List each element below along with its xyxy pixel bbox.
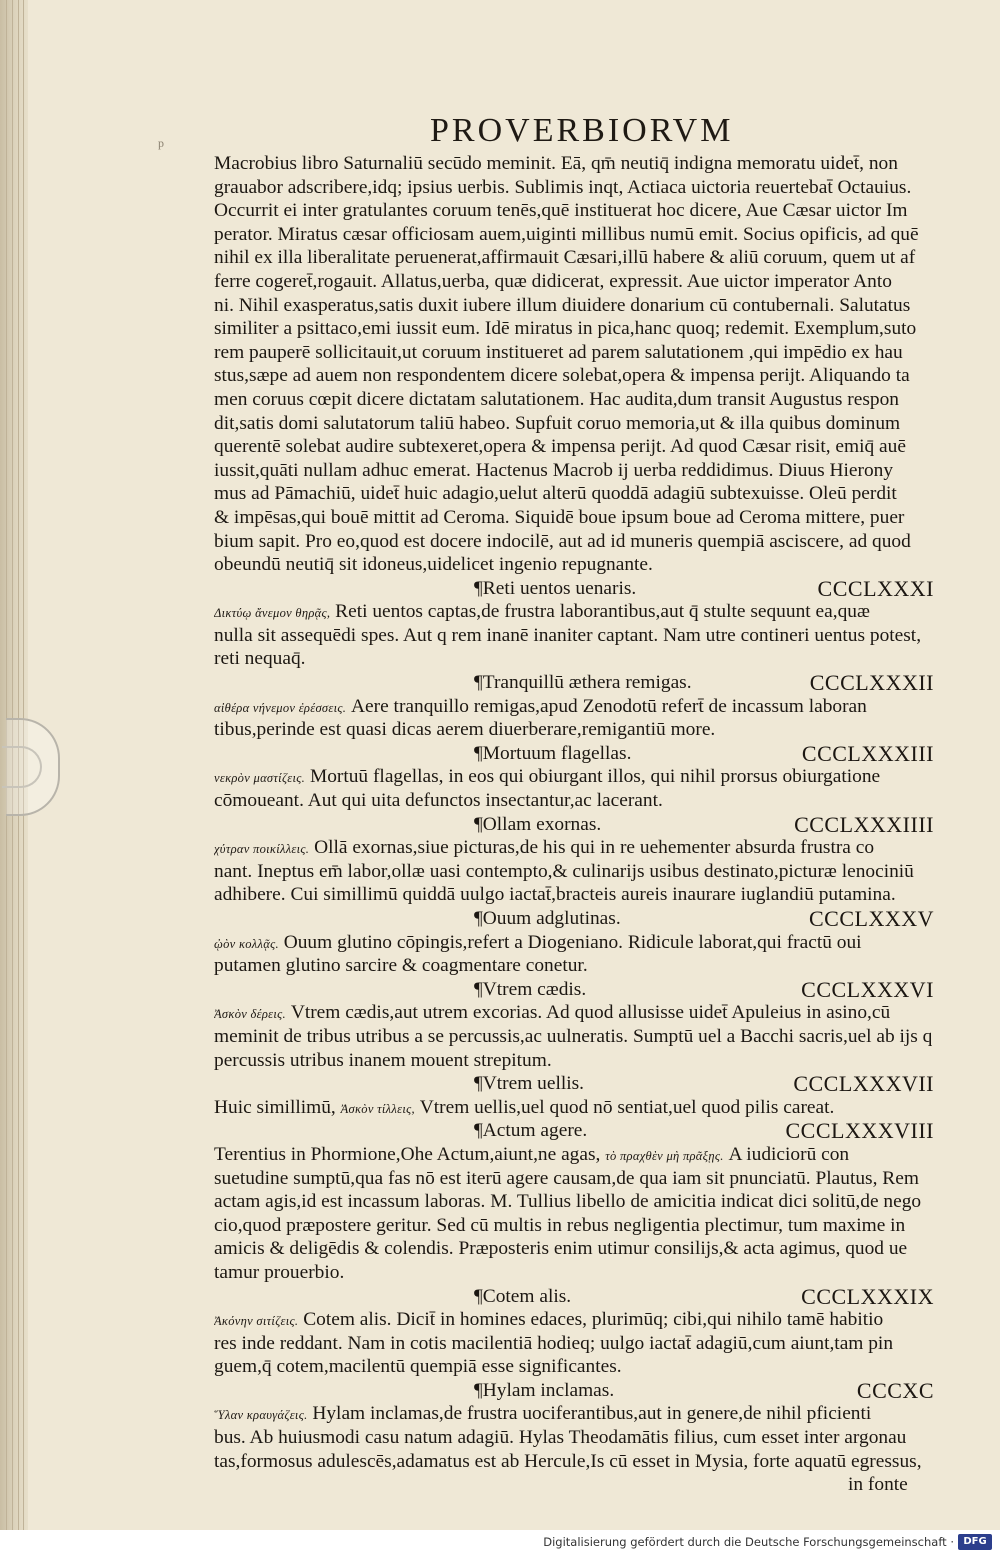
greek-lemma: χύτραν ποικίλλεις. <box>214 842 310 857</box>
line-lead-text: Terentius in Phormione,Ohe Actum,aiunt,ne agas, <box>214 1143 606 1165</box>
adage-title: ¶Reti uentos uenaris. <box>474 577 637 599</box>
line-text: Vtrem uellis,uel quod nō sentiat,uel quod pilis careat. <box>414 1096 835 1118</box>
text-line: iussit,quāti nullam adhuc emerat. Hactenus Macrob ij uerba reddidimus. Diuus Hierony <box>214 459 894 481</box>
text-line: nulla sit assequēdi spes. Aut q rem inanē inaniter captant. Nam utre contineri uentus potest, <box>214 624 922 646</box>
dfg-logo: DFG <box>958 1534 992 1550</box>
greek-lemma: αἰθέρα νήνεμον ἐρέσσεις. <box>214 700 347 715</box>
footer-credit: Digitalisierung gefördert durch die Deutsche Forschungsgemeinschaft · <box>543 1535 954 1549</box>
adage-heading <box>214 671 934 695</box>
adage-number: CCCLXXXIX <box>801 1283 934 1309</box>
adage-title: ¶Mortuum flagellas. <box>474 742 632 764</box>
footer-bar <box>0 1530 1000 1556</box>
adage-title: ¶Tranquillū æthera remigas. <box>474 672 692 694</box>
adage-heading <box>214 1119 934 1143</box>
line-text: Cotem alis. Dicit̄ in homines edaces, plurimūq; cibi,qui nihilo tamē habitio <box>298 1309 884 1331</box>
text-line <box>214 1096 934 1120</box>
text-line: meminit de tribus utribus a se percussis,ac uulneratis. Sumptū uel a Bacchi sacris,uel ab ijs q <box>214 1025 933 1047</box>
text-line: res inde reddant. Nam in cotis macilentiā hodieq; uulgo iactat̄ adagiū,cum aiunt,tam pin <box>214 1332 894 1354</box>
text-line <box>214 1143 934 1167</box>
text-line: percussis utribus inanem mouent strepitum. <box>214 1049 552 1071</box>
text-line: putamen glutino sarcire & coagmentare conetur. <box>214 955 588 977</box>
adage-title: ¶Ouum adglutinas. <box>474 908 621 929</box>
adage-number: CCCLXXXVI <box>801 976 934 1002</box>
text-line: obeundū neutiq̄ sit idoneus,uidelicet ingenio repugnante. <box>214 554 653 576</box>
adage-number: CCCLXXXI <box>817 575 934 601</box>
adage-heading <box>214 742 934 766</box>
text-line: nihil ex illa liberalitate peruenerat,affirmauit Cæsari,illū habere & aliū coruum, quem ut af <box>214 247 916 269</box>
adage-title: ¶Actum agere. <box>474 1120 588 1142</box>
text-line: dit,satis domi salutatorum taliū habeo. Supfuit coruo memoria,ut & illa quibus dominum <box>214 412 901 434</box>
body-text <box>214 152 934 1497</box>
adage-heading <box>214 813 934 837</box>
text-line: bium sapit. Pro eo,quod est docere indocilē, aut ad id muneris quempiā asciscere, ad quod <box>214 530 911 552</box>
text-line: rem pauperē sollicitauit,ut coruum institueret ad parem salutationem ,qui impēdio ex hau <box>214 341 903 363</box>
text-line: guem,q̄ cotem,macilentū quempiā esse significantes. <box>214 1356 622 1378</box>
adage-heading <box>214 978 934 1002</box>
adage-title: ¶Hylam inclamas. <box>474 1379 615 1401</box>
text-line <box>214 1308 934 1332</box>
text-line: querentē solebat audire subtexeret,opera & impensa perijt. Ad quod Cæsar risit, emiq̄ auē <box>214 436 906 458</box>
adage-number: CCCXC <box>856 1377 934 1403</box>
text-line: reti nequaq̄. <box>214 648 306 670</box>
line-text: Mortuū flagellas, in eos qui obiurgant illos, qui nihil prorsus obiurgatione <box>305 766 881 788</box>
text-line: Occurrit ei inter gratulantes coruum tenēs,quē instituerat hoc dicere, Aue Cæsar uictor Im <box>214 200 908 222</box>
margin-mark: p <box>158 136 164 150</box>
line-text: Hylam inclamas,de frustra uociferantibus,aut in genere,de nihil pficienti <box>307 1403 872 1425</box>
text-line: ferre cogeret̄,rogauit. Allatus,uerba, quæ didicerat, expressit. Aue uictor imperator Anto <box>214 270 892 292</box>
greek-lemma: ᾠὸν κολλᾷς. <box>214 936 279 951</box>
greek-lemma: Δικτύῳ ἄνεμον θηρᾷς, <box>214 606 331 621</box>
adage-number: CCCLXXXVIII <box>785 1118 934 1144</box>
line-text: Aere tranquillo remigas,apud Zenodotū refert̄ de incassum laboran <box>346 695 867 717</box>
text-line: perator. Miratus cæsar officiosam auem,uiginti millibus numū emit. Socius opificis, ad quē <box>214 223 919 245</box>
adage-number: CCCLXXXIIII <box>794 811 934 837</box>
text-line: amicis & deligēdis & colendis. Præposteris enim utimur consilijs,& acta agimus, quod ue <box>214 1238 908 1260</box>
greek-lemma: νεκρὸν μαστίζεις. <box>214 771 306 786</box>
greek-lemma: Ἀκόνην σιτίζεις. <box>214 1314 299 1329</box>
adage-title: ¶Cotem alis. <box>474 1285 572 1307</box>
text-line: adhibere. Cui simillimū quiddā uulgo iactat̄,bracteis aureis inaurare iuglandiū putamina. <box>214 884 896 906</box>
line-text: A iudiciorū con <box>723 1143 850 1165</box>
running-head: PROVERBIORVM <box>430 112 734 149</box>
adage-heading <box>214 577 934 601</box>
text-line <box>214 931 934 955</box>
text-line <box>214 695 934 719</box>
text-line: suetudine sumptū,qua fas nō est iterū agere causam,de qua iam sit pnunciatū. Plautus, Rem <box>214 1167 919 1189</box>
greek-lemma: τὸ πραχθὲν μὴ πρᾶξῃς. <box>605 1148 724 1163</box>
adage-heading <box>214 1379 934 1403</box>
adage-heading <box>214 907 934 931</box>
adage-title: ¶Vtrem cædis. <box>474 978 587 1000</box>
line-text: Ouum glutino cōpingis,refert a Diogeniano. Ridicule laborat,qui fractū oui <box>278 931 862 953</box>
text-line: tamur prouerbio. <box>214 1261 345 1283</box>
text-line: tas,formosus adulescēs,adamatus est ab Hercule,Is cū esset in Mysia, forte aquatū egressus, <box>214 1450 922 1472</box>
text-line: tibus,perinde est quasi dicas aerem diuerberare,remigantiū more. <box>214 719 716 741</box>
text-line: & impēsas,qui bouē mittit ad Ceroma. Siquidē boue ipsum boue ad Ceroma mittere, puer <box>214 506 905 528</box>
text-line <box>214 1402 934 1426</box>
adage-heading <box>214 1285 934 1309</box>
line-lead-text: Huic simillimū, <box>214 1096 341 1118</box>
text-line: ni. Nihil exasperatus,satis duxit iubere illum diuidere donarium cū contubernali. Salutatus <box>214 294 911 316</box>
page-clip-inner <box>2 746 42 788</box>
line-text: Reti uentos captas,de frustra laborantibus,aut q̄ stulte sequunt ea,quæ <box>330 601 870 623</box>
text-line: mus ad Pāmachiū, uidet̄ huic adagio,uelut alterū quoddā adagiū subtexuisse. Oleū perdit <box>214 483 897 505</box>
text-line <box>214 600 934 624</box>
text-line: grauabor adscribere,idq; ipsius uerbis. Sublimis inqt, Actiaca uictoria reuertebat̄ Octauius. <box>214 176 912 198</box>
adage-number: CCCLXXXV <box>808 906 934 931</box>
text-line <box>214 836 934 860</box>
greek-lemma: Ἀσκὸν τίλλεις, <box>340 1101 415 1116</box>
text-line: cio,quod præpostere geritur. Sed cū multis in rebus negligentia plectimur, tum maxime in <box>214 1214 906 1236</box>
greek-lemma: Ὕλαν κραυγάζεις. <box>214 1408 308 1423</box>
text-line: Macrobius libro Saturnaliū secūdo meminit. Eā, qm̄ neutiq̄ indigna memoratu uidet̄, non <box>214 153 898 174</box>
greek-lemma: Ἀσκὸν δέρεις. <box>214 1007 286 1022</box>
adage-number: CCCLXXXVII <box>793 1071 934 1097</box>
text-line: bus. Ab huiusmodi casu natum adagiū. Hylas Theodamātis filius, cum esset inter argonau <box>214 1427 907 1449</box>
adage-number: CCCLXXXIII <box>801 740 934 766</box>
text-line <box>214 1001 934 1025</box>
catchword: in fonte <box>848 1474 908 1496</box>
text-line: actam agis,id est incassum laboras. M. Tullius libello de amicitia indicat dici solitū,de nego <box>214 1191 922 1213</box>
text-line: stus,sæpe ad auem non respondentem dicere solebat,opera & impensa perijt. Aliquando ta <box>214 365 910 387</box>
adage-title: ¶Vtrem uellis. <box>474 1073 585 1095</box>
adage-heading <box>214 1072 934 1096</box>
line-text: Vtrem cædis,aut utrem excorias. Ad quod allusisse uidet̄ Apuleius in asino,cū <box>285 1002 891 1024</box>
adage-number: CCCLXXXII <box>809 670 934 696</box>
adage-title: ¶Ollam exornas. <box>474 813 602 835</box>
text-line: cōmoueant. Aut qui uita defunctos insectantur,ac lacerant. <box>214 790 663 812</box>
line-text: Ollā exornas,siue picturas,de his qui in re uehementer absurda frustra co <box>309 837 875 859</box>
text-line <box>214 765 934 789</box>
text-line: men coruus cœpit dicere dictatam salutationem. Hac audita,dum transit Augustus respon <box>214 388 899 410</box>
text-line: similiter a psittaco,emi iussit eum. Idē miratus in pica,hanc quoq; redemit. Exemplum,suto <box>214 318 917 340</box>
text-line: nant. Ineptus em̄ labor,ollæ uasi contempto,& culinarijs usibus destinato,picturæ lenociniū <box>214 860 914 882</box>
